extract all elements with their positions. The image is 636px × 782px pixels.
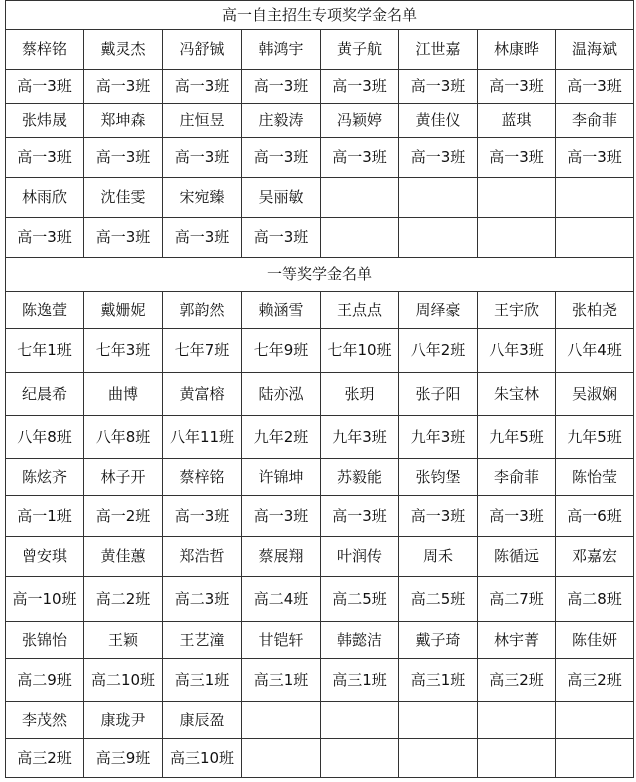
student-name-cell: 韩鸿宇 — [242, 30, 321, 70]
class-cell: 八年8班 — [84, 416, 163, 459]
student-name-cell: 张玥 — [321, 373, 399, 416]
class-cell: 七年10班 — [321, 329, 399, 373]
student-name-cell: 纪晨希 — [6, 373, 84, 416]
student-name-cell — [399, 178, 478, 218]
student-name-cell: 王颖 — [84, 622, 163, 659]
class-cell: 七年1班 — [6, 329, 84, 373]
class-cell: 高一3班 — [84, 138, 163, 178]
student-name-cell: 韩懿洁 — [321, 622, 399, 659]
student-name-cell: 蔡梓铭 — [163, 459, 242, 496]
student-name-cell — [478, 178, 556, 218]
class-cell: 高一3班 — [556, 138, 634, 178]
special-scholarship-title: 高一自主招生专项奖学金名单 — [6, 1, 634, 30]
class-cell: 高二7班 — [478, 577, 556, 622]
class-cell: 高三1班 — [163, 659, 242, 702]
class-cell — [478, 218, 556, 258]
class-cell: 高二4班 — [242, 577, 321, 622]
student-name-cell — [321, 702, 399, 739]
class-cell — [321, 739, 399, 778]
student-name-cell: 康辰盈 — [163, 702, 242, 739]
class-cell: 高一3班 — [163, 218, 242, 258]
class-cell: 高一3班 — [478, 70, 556, 104]
class-cell: 高一10班 — [6, 577, 84, 622]
student-name-cell: 蓝琪 — [478, 104, 556, 138]
table-row — [6, 416, 634, 459]
class-cell: 高一3班 — [84, 70, 163, 104]
class-cell: 高三2班 — [478, 659, 556, 702]
student-name-cell: 王艺潼 — [163, 622, 242, 659]
student-name-cell: 冯舒铖 — [163, 30, 242, 70]
class-cell: 高二2班 — [84, 577, 163, 622]
class-cell: 八年11班 — [163, 416, 242, 459]
class-cell: 高一3班 — [163, 70, 242, 104]
student-name-cell: 邓嘉宏 — [556, 537, 634, 577]
student-name-cell: 庄恒昱 — [163, 104, 242, 138]
student-name-cell — [478, 702, 556, 739]
student-name-cell: 陈循远 — [478, 537, 556, 577]
student-name-cell: 康珑尹 — [84, 702, 163, 739]
table-row — [6, 622, 634, 659]
student-name-cell: 宋宛臻 — [163, 178, 242, 218]
class-cell: 高二9班 — [6, 659, 84, 702]
student-name-cell: 林雨欣 — [6, 178, 84, 218]
student-name-cell: 郑浩哲 — [163, 537, 242, 577]
table-row — [6, 138, 634, 178]
student-name-cell: 郑坤森 — [84, 104, 163, 138]
class-cell: 高一3班 — [321, 138, 399, 178]
student-name-cell: 李俞菲 — [478, 459, 556, 496]
table-row — [6, 373, 634, 416]
student-name-cell: 蔡展翔 — [242, 537, 321, 577]
class-cell: 高一3班 — [6, 138, 84, 178]
student-name-cell: 黄佳仪 — [399, 104, 478, 138]
table-row — [6, 178, 634, 218]
class-cell: 高一1班 — [6, 496, 84, 537]
student-name-cell: 戴子琦 — [399, 622, 478, 659]
table-row — [6, 577, 634, 622]
class-cell: 九年5班 — [556, 416, 634, 459]
class-cell: 八年4班 — [556, 329, 634, 373]
class-cell: 高三9班 — [84, 739, 163, 778]
class-cell: 八年2班 — [399, 329, 478, 373]
student-name-cell: 甘铠轩 — [242, 622, 321, 659]
student-name-cell: 张柏尧 — [556, 292, 634, 329]
student-name-cell: 郭韵然 — [163, 292, 242, 329]
class-cell: 高一3班 — [478, 138, 556, 178]
student-name-cell: 赖涵雪 — [242, 292, 321, 329]
class-cell: 高一3班 — [321, 70, 399, 104]
class-cell: 高一3班 — [163, 496, 242, 537]
class-cell — [242, 739, 321, 778]
student-name-cell: 曾安琪 — [6, 537, 84, 577]
class-cell: 高一2班 — [84, 496, 163, 537]
student-name-cell: 吴淑娴 — [556, 373, 634, 416]
class-cell: 高三1班 — [399, 659, 478, 702]
student-name-cell: 张锦怡 — [6, 622, 84, 659]
class-cell: 高二8班 — [556, 577, 634, 622]
student-name-cell: 王宇欣 — [478, 292, 556, 329]
student-name-cell: 黄子航 — [321, 30, 399, 70]
table-row — [6, 329, 634, 373]
class-cell: 高一3班 — [556, 70, 634, 104]
student-name-cell: 吴丽敏 — [242, 178, 321, 218]
class-cell: 高一6班 — [556, 496, 634, 537]
class-cell: 高一3班 — [84, 218, 163, 258]
class-cell: 高三1班 — [242, 659, 321, 702]
student-name-cell: 陈怡莹 — [556, 459, 634, 496]
class-cell: 九年5班 — [478, 416, 556, 459]
class-cell: 九年3班 — [399, 416, 478, 459]
student-name-cell: 戴姗妮 — [84, 292, 163, 329]
student-name-cell: 林子开 — [84, 459, 163, 496]
student-name-cell: 叶润传 — [321, 537, 399, 577]
first-class-scholarship-title: 一等奖学金名单 — [6, 258, 634, 292]
class-cell: 八年8班 — [6, 416, 84, 459]
first-class-scholarship-title-row — [6, 258, 634, 292]
class-cell: 高一3班 — [399, 138, 478, 178]
table-row — [6, 702, 634, 739]
table-row — [6, 218, 634, 258]
table-row — [6, 70, 634, 104]
student-name-cell: 周绎豪 — [399, 292, 478, 329]
class-cell: 高三2班 — [556, 659, 634, 702]
student-name-cell: 林康晔 — [478, 30, 556, 70]
student-name-cell: 冯颖婷 — [321, 104, 399, 138]
student-name-cell: 温海斌 — [556, 30, 634, 70]
class-cell: 七年9班 — [242, 329, 321, 373]
student-name-cell: 沈佳雯 — [84, 178, 163, 218]
student-name-cell: 张钧堡 — [399, 459, 478, 496]
student-name-cell: 周禾 — [399, 537, 478, 577]
student-name-cell: 曲博 — [84, 373, 163, 416]
special-scholarship-title-row — [6, 1, 634, 30]
class-cell — [399, 218, 478, 258]
class-cell — [478, 739, 556, 778]
student-name-cell: 李茂然 — [6, 702, 84, 739]
class-cell: 七年3班 — [84, 329, 163, 373]
student-name-cell: 江世嘉 — [399, 30, 478, 70]
student-name-cell: 陈逸萱 — [6, 292, 84, 329]
class-cell: 高一3班 — [242, 496, 321, 537]
student-name-cell: 戴灵杰 — [84, 30, 163, 70]
student-name-cell: 李俞菲 — [556, 104, 634, 138]
table-row — [6, 30, 634, 70]
class-cell: 高一3班 — [242, 70, 321, 104]
class-cell: 高二5班 — [399, 577, 478, 622]
student-name-cell: 陈佳妍 — [556, 622, 634, 659]
class-cell: 高二5班 — [321, 577, 399, 622]
student-name-cell: 黄富榕 — [163, 373, 242, 416]
student-name-cell: 王点点 — [321, 292, 399, 329]
class-cell: 高一3班 — [399, 496, 478, 537]
class-cell: 八年3班 — [478, 329, 556, 373]
class-cell: 高三10班 — [163, 739, 242, 778]
student-name-cell: 陆亦泓 — [242, 373, 321, 416]
student-name-cell — [556, 702, 634, 739]
class-cell: 高三2班 — [6, 739, 84, 778]
class-cell: 高二10班 — [84, 659, 163, 702]
class-cell: 高一3班 — [321, 496, 399, 537]
student-name-cell: 黄佳蕙 — [84, 537, 163, 577]
class-cell: 高一3班 — [242, 138, 321, 178]
student-name-cell: 朱宝林 — [478, 373, 556, 416]
class-cell: 高一3班 — [6, 218, 84, 258]
class-cell: 高三1班 — [321, 659, 399, 702]
class-cell: 九年3班 — [321, 416, 399, 459]
table-row — [6, 739, 634, 778]
class-cell: 高一3班 — [399, 70, 478, 104]
scholarship-table — [5, 0, 634, 778]
student-name-cell: 庄毅涛 — [242, 104, 321, 138]
class-cell: 高一3班 — [478, 496, 556, 537]
class-cell: 高一3班 — [163, 138, 242, 178]
student-name-cell: 张炜晟 — [6, 104, 84, 138]
student-name-cell: 林宇菁 — [478, 622, 556, 659]
table-row — [6, 459, 634, 496]
class-cell: 九年2班 — [242, 416, 321, 459]
student-name-cell: 张子阳 — [399, 373, 478, 416]
student-name-cell: 陈炫齐 — [6, 459, 84, 496]
table-row — [6, 496, 634, 537]
class-cell — [556, 739, 634, 778]
student-name-cell: 蔡梓铭 — [6, 30, 84, 70]
table-row — [6, 659, 634, 702]
student-name-cell — [399, 702, 478, 739]
student-name-cell — [321, 178, 399, 218]
class-cell: 七年7班 — [163, 329, 242, 373]
student-name-cell — [556, 178, 634, 218]
class-cell: 高二3班 — [163, 577, 242, 622]
class-cell — [556, 218, 634, 258]
class-cell — [321, 218, 399, 258]
class-cell: 高一3班 — [6, 70, 84, 104]
class-cell — [399, 739, 478, 778]
table-row — [6, 537, 634, 577]
student-name-cell: 苏毅能 — [321, 459, 399, 496]
student-name-cell: 许锦坤 — [242, 459, 321, 496]
class-cell: 高一3班 — [242, 218, 321, 258]
student-name-cell — [242, 702, 321, 739]
table-row — [6, 104, 634, 138]
table-row — [6, 292, 634, 329]
